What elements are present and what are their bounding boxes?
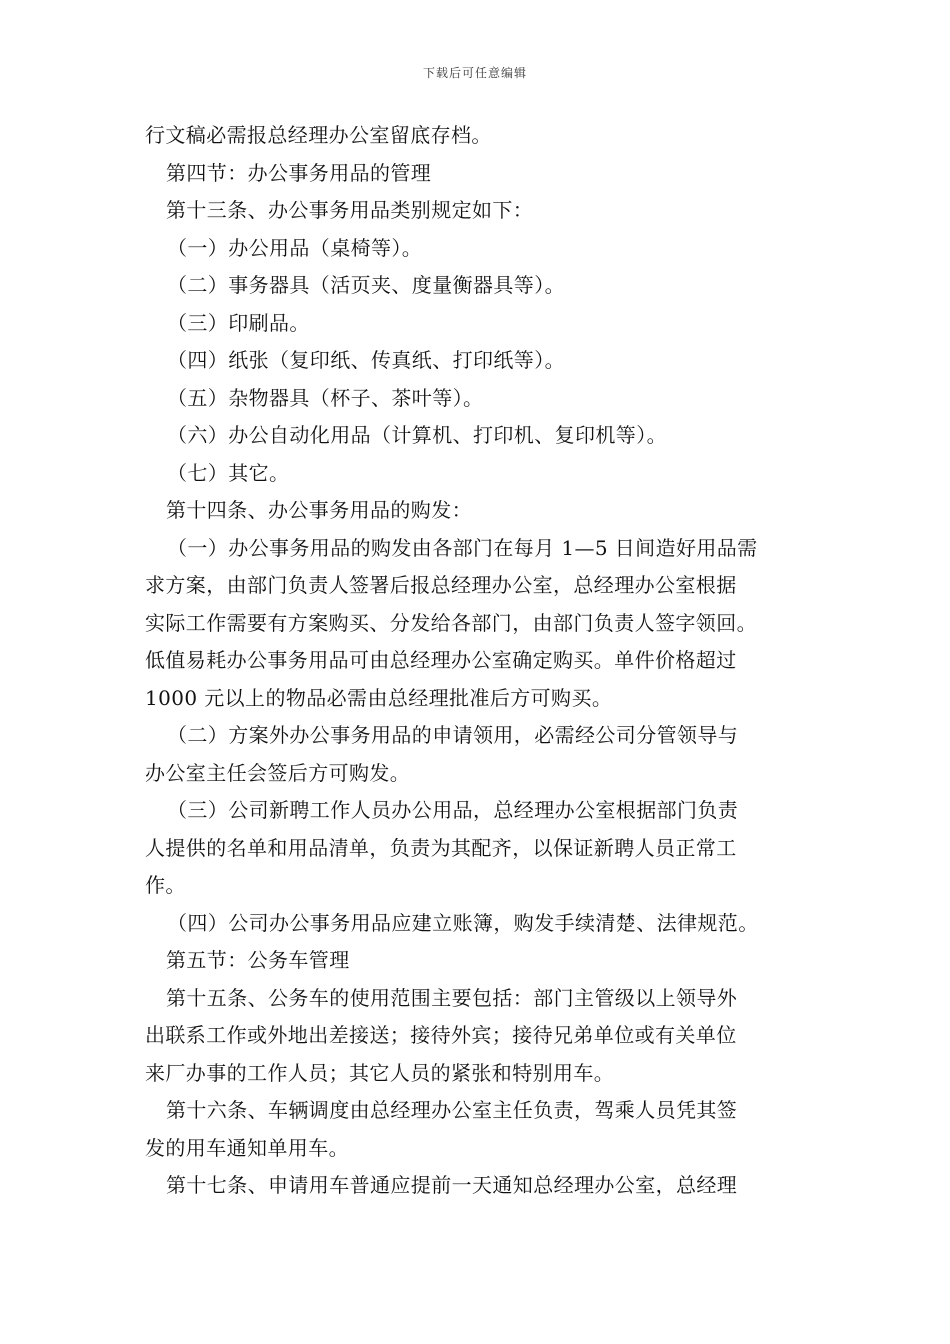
body-line: 第十六条、车辆调度由总经理办公室主任负责，驾乘人员凭其签 <box>166 1098 738 1122</box>
article-heading: 第十四条、办公事务用品的购发： <box>166 498 472 522</box>
body-line: 作。 <box>145 873 186 897</box>
list-item: （五）杂物器具（杯子、茶叶等）。 <box>167 385 484 410</box>
body-line: 第十五条、公务车的使用范围主要包括：部门主管级以上领导外 <box>166 985 738 1010</box>
body-line: 来厂办事的工作人员；其它人员的紧张和特别用车。 <box>145 1060 615 1085</box>
body-line: （一）办公事务用品的购发由各部门在每月 1—5 日间造好用品需 <box>167 535 758 560</box>
body-line: 求方案，由部门负责人签署后报总经理办公室，总经理办公室根据 <box>145 573 737 597</box>
document-body <box>145 117 810 1205</box>
list-item: （七）其它。 <box>167 460 290 485</box>
body-line: （三）公司新聘工作人员办公用品，总经理办公室根据部门负责 <box>167 798 739 822</box>
body-line: 实际工作需要有方案购买、分发给各部门，由部门负责人签字领回。 <box>145 610 757 635</box>
body-line: （二）方案外办公事务用品的申请领用，必需经公司分管领导与 <box>167 723 739 747</box>
article-heading: 第十三条、办公事务用品类别规定如下： <box>166 198 534 222</box>
body-line: 1000 元以上的物品必需由总经理批准后方可购买。 <box>145 685 613 710</box>
body-line: 第十七条、申请用车普通应提前一天通知总经理办公室，总经理 <box>166 1173 738 1197</box>
body-line: 办公室主任会签后方可购发。 <box>145 760 411 785</box>
body-line: 发的用车通知单用车。 <box>145 1135 349 1160</box>
body-line: 低值易耗办公事务用品可由总经理办公室确定购买。单件价格超过 <box>145 648 737 672</box>
body-line: 人提供的名单和用品清单，负责为其配齐，以保证新聘人员正常工 <box>145 835 737 860</box>
page-header: 下载后可任意编辑 <box>422 66 527 80</box>
body-line: 行文稿必需报总经理办公室留底存档。 <box>145 123 492 147</box>
body-line: 出联系工作或外地出差接送；接待外宾；接待兄弟单位或有关单位 <box>145 1023 737 1047</box>
list-item: （一）办公用品（桌椅等）。 <box>167 235 423 260</box>
body-line: （四）公司办公事务用品应建立账簿，购发手续清楚、法律规范。 <box>167 910 759 935</box>
list-item: （四）纸张（复印纸、传真纸、打印纸等）。 <box>167 348 565 372</box>
list-item: （二）事务器具（活页夹、度量衡器具等）。 <box>167 273 565 297</box>
section-heading: 第五节：公务车管理 <box>166 948 350 972</box>
list-item: （六）办公自动化用品（计算机、打印机、复印机等）。 <box>167 423 667 447</box>
list-item: （三）印刷品。 <box>167 310 310 335</box>
section-heading: 第四节：办公事务用品的管理 <box>166 160 432 185</box>
